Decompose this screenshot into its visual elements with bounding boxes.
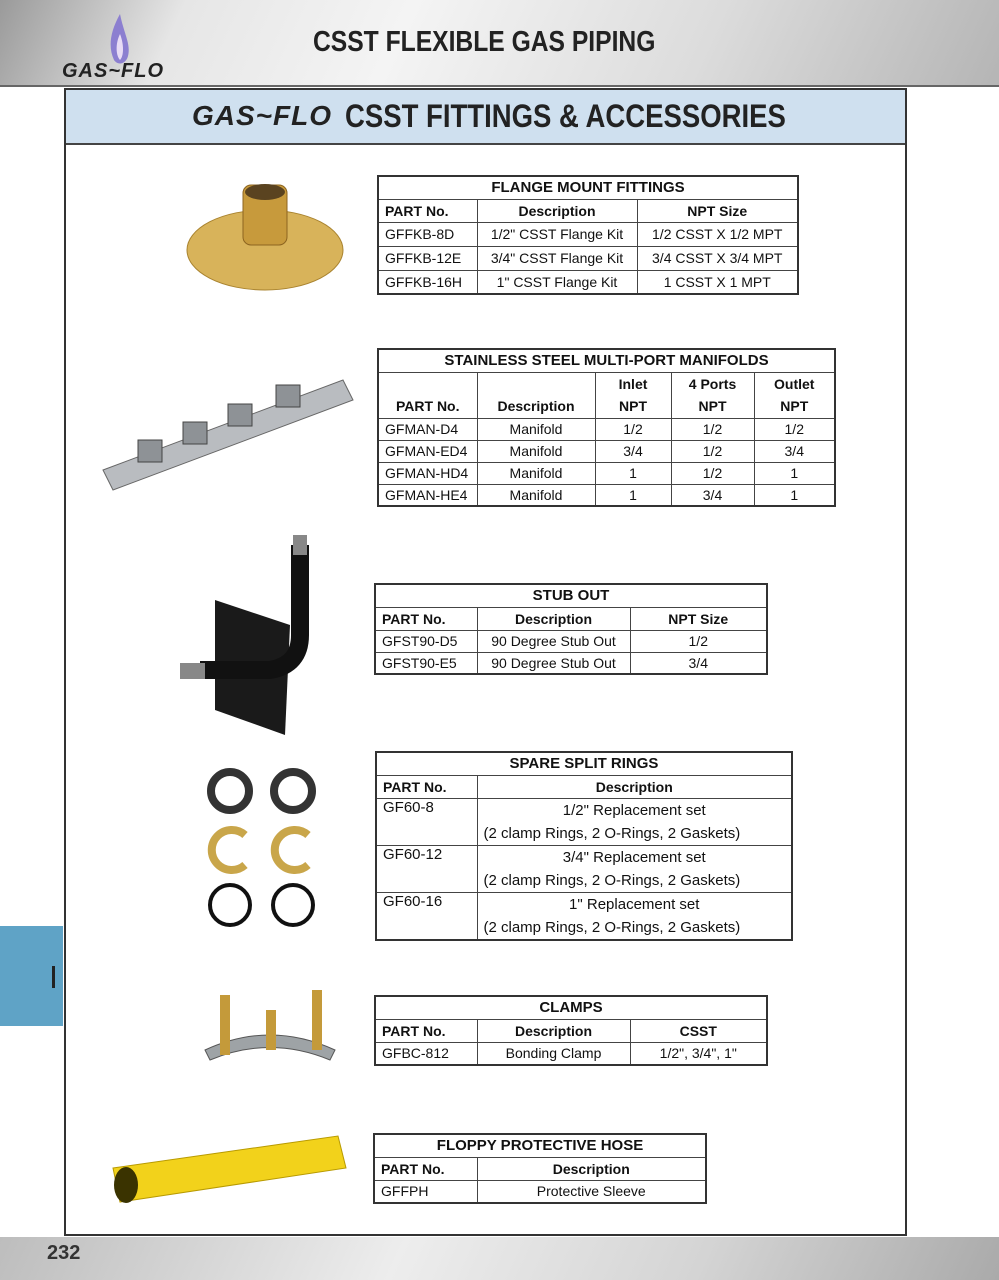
column-header: PART No. [378,199,477,222]
table-cell: 1 CSST X 1 MPT [637,270,798,294]
description-line: 1/2" Replacement set [562,801,706,819]
table-row [376,892,792,940]
column-header: Description [477,775,792,798]
column-header-bottom: NPT [698,397,727,414]
bonding-clamp-image [200,980,340,1080]
table-cell: 3/4 [630,652,767,674]
section-title: CSST FITTINGS & ACCESSORIES [345,98,786,134]
table-cell: 1/2 [595,418,671,440]
column-header: PART No. [376,775,477,798]
table-title: STAINLESS STEEL MULTI-PORT MANIFOLDS [378,349,835,372]
column-header-bottom: NPT [780,397,809,414]
column-header: Description [477,1019,630,1042]
part-number: GFMAN-ED4 [378,440,477,462]
stub-out-image [180,535,330,740]
column-header [378,372,477,418]
part-number: GFMAN-HE4 [378,484,477,506]
column-header-bottom: Description [497,397,575,414]
column-header: NPT Size [630,607,767,630]
description-line: (2 clamp Rings, 2 O-Rings, 2 Gaskets) [483,918,741,936]
table-row [378,440,835,462]
description-cell [477,798,792,845]
table-cell: 1/2", 3/4", 1" [630,1042,767,1065]
manifolds-table [377,348,836,507]
column-header [595,372,671,418]
table-title: FLANGE MOUNT FITTINGS [378,176,798,199]
table-row [374,1180,706,1203]
column-header-top: 4 Ports [688,375,737,392]
flange-mount-fittings-table [377,175,799,295]
table-cell: Manifold [477,462,595,484]
description-line: (2 clamp Rings, 2 O-Rings, 2 Gaskets) [483,824,741,842]
table-cell: 1 [754,462,835,484]
part-number: GFMAN-HD4 [378,462,477,484]
column-header: Description [477,199,637,222]
page-header-title: CSST FLEXIBLE GAS PIPING [313,26,656,58]
part-number: GF60-8 [376,798,477,845]
section-logo: GAS~FLO [192,100,333,131]
column-header-top: Inlet [618,375,648,392]
part-number: GFFPH [374,1180,477,1203]
part-number: GFFKB-16H [378,270,477,294]
table-row [378,462,835,484]
section-tab-marker [52,966,55,988]
table-title: CLAMPS [375,996,767,1019]
part-number: GFFKB-8D [378,222,477,246]
protective-hose-table [373,1133,707,1204]
part-number: GFFKB-12E [378,246,477,270]
table-cell: 1/2 [671,418,754,440]
column-header: CSST [630,1019,767,1042]
table-row [378,270,798,294]
column-header-bottom: PART No. [395,397,460,414]
table-cell: 1/2 [630,630,767,652]
table-row [375,630,767,652]
flange-fitting-image [185,180,345,295]
table-cell: 90 Degree Stub Out [477,630,630,652]
clamps-table [374,995,768,1066]
table-row [376,798,792,845]
part-number: GFST90-E5 [375,652,477,674]
table-row [376,845,792,892]
table-title: SPARE SPLIT RINGS [376,752,792,775]
split-rings-image [200,765,325,930]
table-row [378,484,835,506]
table-cell: 3/4 CSST X 3/4 MPT [637,246,798,270]
table-cell: 1/2 [671,440,754,462]
table-row [375,652,767,674]
description-line: 3/4" Replacement set [562,848,706,866]
description-line: 1" Replacement set [569,895,700,913]
description-line: (2 clamp Rings, 2 O-Rings, 2 Gaskets) [483,871,741,889]
table-cell: 1/2 [754,418,835,440]
table-cell: 90 Degree Stub Out [477,652,630,674]
table-cell: 1/2" CSST Flange Kit [477,222,637,246]
table-row [378,418,835,440]
table-cell: Bonding Clamp [477,1042,630,1065]
part-number: GFMAN-D4 [378,418,477,440]
table-cell: 1" CSST Flange Kit [477,270,637,294]
table-cell: 1/2 CSST X 1/2 MPT [637,222,798,246]
description-cell [477,845,792,892]
table-cell: 1/2 [671,462,754,484]
part-number: GFST90-D5 [375,630,477,652]
table-row [378,222,798,246]
table-cell: 3/4 [671,484,754,506]
part-number: GF60-16 [376,892,477,940]
column-header: NPT Size [637,199,798,222]
column-header: Description [477,607,630,630]
table-cell: Protective Sleeve [477,1180,706,1203]
table-cell: Manifold [477,418,595,440]
table-title: STUB OUT [375,584,767,607]
table-cell: 1 [754,484,835,506]
table-cell: Manifold [477,440,595,462]
table-cell: 1 [595,462,671,484]
part-number: GFBC-812 [375,1042,477,1065]
column-header: PART No. [375,1019,477,1042]
table-cell: 1 [595,484,671,506]
column-header: PART No. [374,1157,477,1180]
description-cell [477,892,792,940]
column-header [754,372,835,418]
column-header: PART No. [375,607,477,630]
table-row [375,1042,767,1065]
stub-out-table [374,583,768,675]
table-row [378,246,798,270]
table-cell: Manifold [477,484,595,506]
flame-icon [100,12,140,67]
column-header: Description [477,1157,706,1180]
spare-split-rings-table [375,751,793,941]
table-title: FLOPPY PROTECTIVE HOSE [374,1134,706,1157]
table-cell: 3/4 [754,440,835,462]
column-header [671,372,754,418]
header-logo: GAS~FLO [62,60,165,82]
column-header [477,372,595,418]
footer-bar [0,1237,999,1280]
column-header-top: Outlet [774,375,815,392]
section-tab[interactable] [0,926,63,1026]
manifold-image [98,360,356,500]
table-cell: 3/4 [595,440,671,462]
part-number: GF60-12 [376,845,477,892]
page-number: 232 [47,1242,81,1264]
table-cell: 3/4" CSST Flange Kit [477,246,637,270]
protective-hose-image [108,1128,348,1208]
column-header-bottom: NPT [619,397,647,414]
